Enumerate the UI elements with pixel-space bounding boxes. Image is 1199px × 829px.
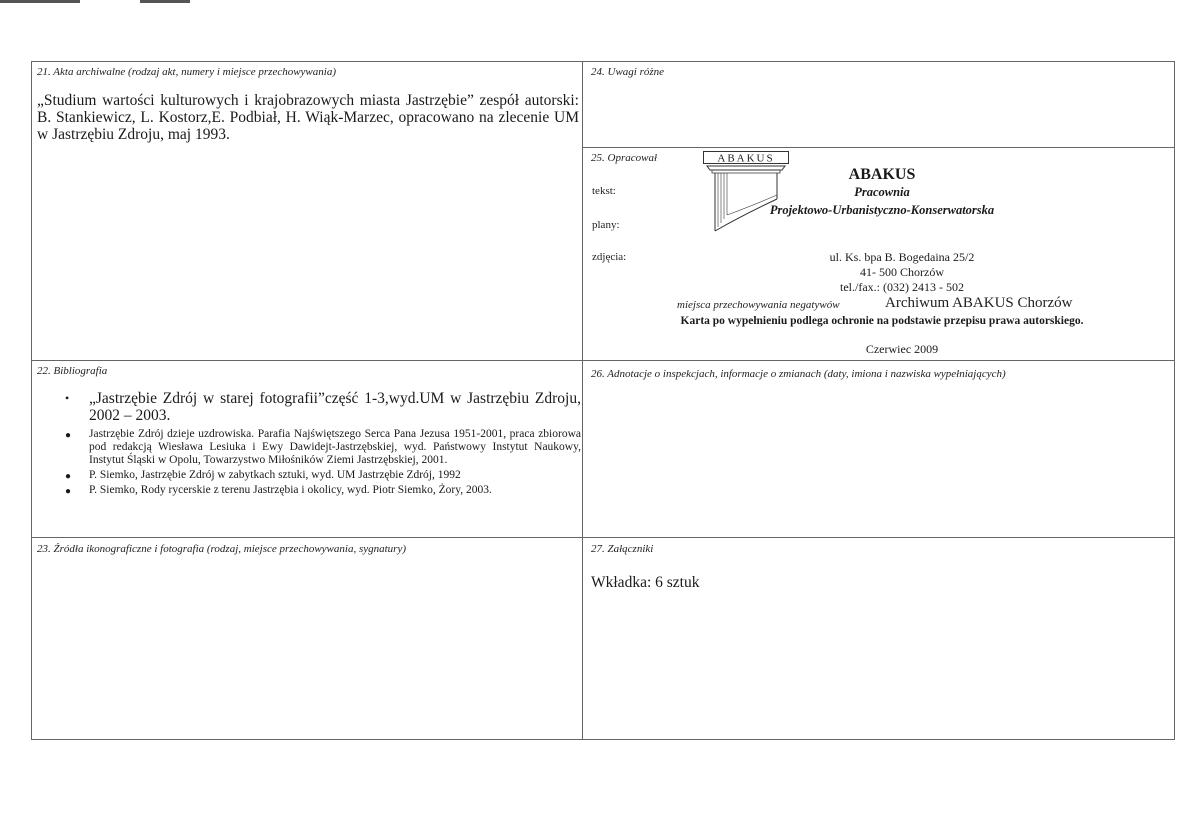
logo-text: ABAKUS: [717, 152, 775, 165]
form-frame: [31, 61, 1175, 740]
scan-mark: [140, 0, 190, 3]
section-27-caption: 27. Załączniki: [591, 543, 654, 555]
section-22-caption: 22. Bibliografia: [37, 365, 108, 377]
scan-mark: [0, 0, 80, 3]
row-divider: [32, 537, 1174, 538]
address-line-2: 41- 500 Chorzów: [860, 265, 944, 279]
address-line-1: ul. Ks. bpa B. Bogedaina 25/2: [829, 250, 975, 264]
bullet: ●: [65, 486, 72, 497]
bullet: ●: [65, 430, 72, 441]
row-divider: [32, 360, 1174, 361]
company-name: ABAKUS: [848, 166, 916, 183]
bullet: •: [65, 391, 70, 405]
bibliography-item: [59, 484, 581, 497]
bibliography-item: [59, 390, 581, 424]
company-subtitle-2: Projektowo-Urbanistyczno-Konserwatorska: [769, 203, 995, 217]
date-label: Czerwiec 2009: [865, 342, 939, 356]
bibliography-text: P. Siemko, Jastrzębie Zdrój w zabytkach sztuki, wyd. UM Jastrzębie Zdrój, 1992: [89, 469, 461, 481]
section-27-text: Wkładka: 6 sztuk: [591, 574, 700, 591]
tekst-label: tekst:: [592, 185, 616, 197]
section-21-caption: 21. Akta archiwalne (rodzaj akt, numery i miejsce przechowywania): [37, 66, 336, 78]
section-21-text: „Studium wartości kulturowych i krajobrazowych miasta Jastrzębie” zespół autorski: B. Stankiewicz, L. Kostorz,E. Podbiał, H. Wiąk-Marzec, opracowano na zlecenie UM w Jastrzębiu Zdroju, maj 1993.: [37, 92, 579, 143]
bibliography-text: „Jastrzębie Zdrój w starej fotografii”część 1-3,wyd.UM w Jastrzębiu Zdroju, 2002 – 2003.: [89, 390, 581, 424]
column-divider: [582, 62, 583, 739]
plany-label: plany:: [592, 219, 620, 231]
row-divider: [583, 147, 1174, 148]
negatives-label: miejsca przechowywania negatywów: [677, 299, 840, 311]
zdjecia-label: zdjęcia:: [592, 251, 627, 263]
phone-line: tel./fax.: (032) 2413 - 502: [840, 280, 964, 294]
bibliography-list: [59, 390, 581, 499]
bibliography-item: [59, 428, 581, 467]
bibliography-item: [59, 469, 581, 482]
section-24-caption: 24. Uwagi różne: [591, 66, 665, 78]
bullet: ●: [65, 471, 72, 482]
bibliography-text: Jastrzębie Zdrój dzieje uzdrowiska. Parafia Najświętszego Serca Pana Jezusa 1951-2001, praca zbiorowa pod redakcją Wiesława Lesiuka i Ewy Dawidejt-Jastrzębskiej, wyd. Państwowy Instytut Naukowy, Instytut Śląski w Opolu, Towarzystwo Miłośników Ziemi Jastrzębskiej, 2001.: [89, 428, 581, 466]
copyright-notice: Karta po wypełnieniu podlega ochronie na podstawie przepisu prawa autorskiego.: [680, 315, 1084, 327]
company-subtitle-1: Pracownia: [854, 185, 910, 199]
abakus-logo: [703, 151, 789, 237]
section-23-caption: 23. Źródła ikonograficzne i fotografia (rodzaj, miejsce przechowywania, sygnatury): [37, 543, 406, 555]
negatives-value: Archiwum ABAKUS Chorzów: [885, 295, 1073, 311]
section-25-caption: 25. Opracował: [591, 152, 657, 164]
bibliography-text: P. Siemko, Rody rycerskie z terenu Jastrzębia i okolicy, wyd. Piotr Siemko, Żory, 2003.: [89, 484, 492, 496]
section-26-caption: 26. Adnotacje o inspekcjach, informacje o zmianach (daty, imiona i nazwiska wypełniających): [591, 368, 1006, 380]
